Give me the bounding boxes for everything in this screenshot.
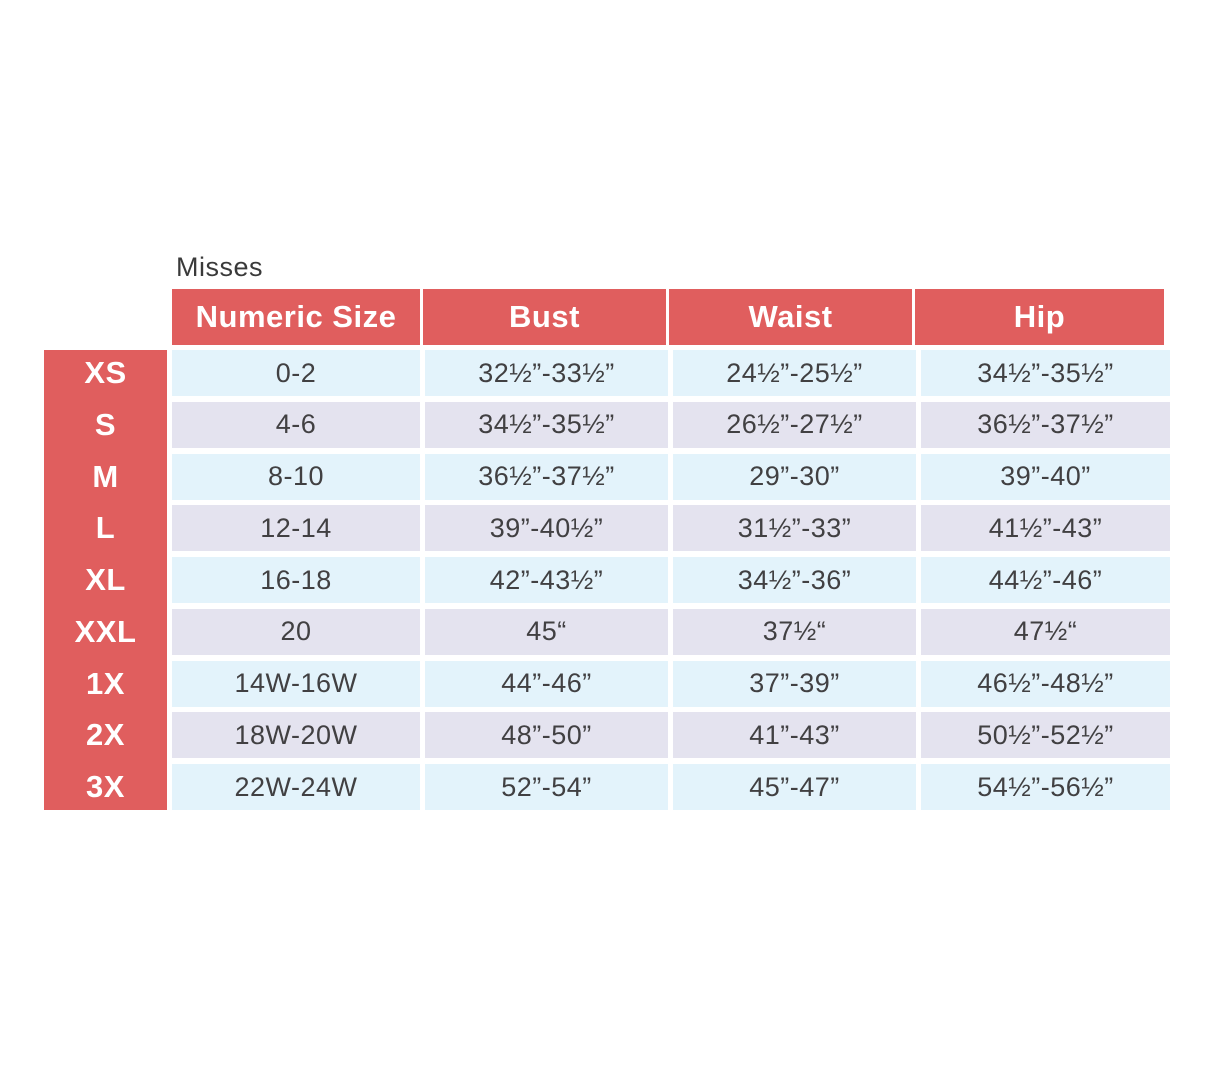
column-header-bust: Bust — [423, 289, 666, 345]
row-label: XL — [85, 562, 126, 597]
cell-hip: 54½”-56½” — [921, 764, 1170, 810]
row-label: XS — [84, 355, 127, 390]
cell-numeric-size: 8-10 — [172, 454, 420, 500]
cell-numeric-size: 12-14 — [172, 505, 420, 551]
cell-numeric-size: 22W-24W — [172, 764, 420, 810]
cell-hip: 41½”-43” — [921, 505, 1170, 551]
cell-waist: 45”-47” — [673, 764, 916, 810]
column-header-hip: Hip — [915, 289, 1164, 345]
row-label: S — [94, 406, 117, 442]
row-label: M — [92, 458, 119, 494]
cell-hip: 44½”-46” — [921, 557, 1170, 603]
cell-numeric-size: 20 — [172, 609, 420, 655]
cell-numeric-size: 14W-16W — [172, 661, 420, 707]
cell-bust: 45“ — [425, 609, 668, 655]
cell-bust: 44”-46” — [425, 661, 668, 707]
cell-bust: 34½”-35½” — [425, 402, 668, 448]
cell-hip: 46½”-48½” — [921, 661, 1170, 707]
cell-waist: 31½”-33” — [673, 505, 916, 551]
row-label: XXL — [74, 613, 137, 649]
cell-waist: 37½“ — [673, 609, 916, 655]
cell-hip: 50½”-52½” — [921, 712, 1170, 758]
row-label: 3X — [86, 769, 125, 804]
row-label: 2X — [86, 717, 125, 753]
cell-numeric-size: 0-2 — [172, 350, 420, 396]
cell-numeric-size: 16-18 — [172, 557, 420, 603]
cell-hip: 39”-40” — [921, 454, 1170, 500]
table-header-row — [172, 289, 1170, 345]
column-header-waist: Waist — [669, 289, 912, 345]
cell-waist: 37”-39” — [673, 661, 916, 707]
cell-bust: 52”-54” — [425, 764, 668, 810]
cell-bust: 42”-43½” — [425, 557, 668, 603]
cell-numeric-size: 4-6 — [172, 402, 420, 448]
cell-hip: 36½”-37½” — [921, 402, 1170, 448]
cell-waist: 26½”-27½” — [673, 402, 916, 448]
cell-hip: 47½“ — [921, 609, 1170, 655]
cell-bust: 32½”-33½” — [425, 350, 668, 396]
cell-hip: 34½”-35½” — [921, 350, 1170, 396]
cell-bust: 36½”-37½” — [425, 454, 668, 500]
row-label: 1X — [86, 665, 125, 701]
chart-title: Misses — [176, 252, 264, 282]
cell-waist: 24½”-25½” — [673, 350, 916, 396]
row-label: L — [95, 510, 116, 546]
cell-waist: 41”-43” — [673, 712, 916, 758]
column-header-numeric-size: Numeric Size — [172, 289, 420, 345]
cell-bust: 48”-50” — [425, 712, 668, 758]
cell-numeric-size: 18W-20W — [172, 712, 420, 758]
table-body-grid — [44, 350, 1170, 810]
misses-size-chart — [44, 289, 1170, 810]
cell-waist: 29”-30” — [673, 454, 916, 500]
cell-bust: 39”-40½” — [425, 505, 668, 551]
cell-waist: 34½”-36” — [673, 557, 916, 603]
